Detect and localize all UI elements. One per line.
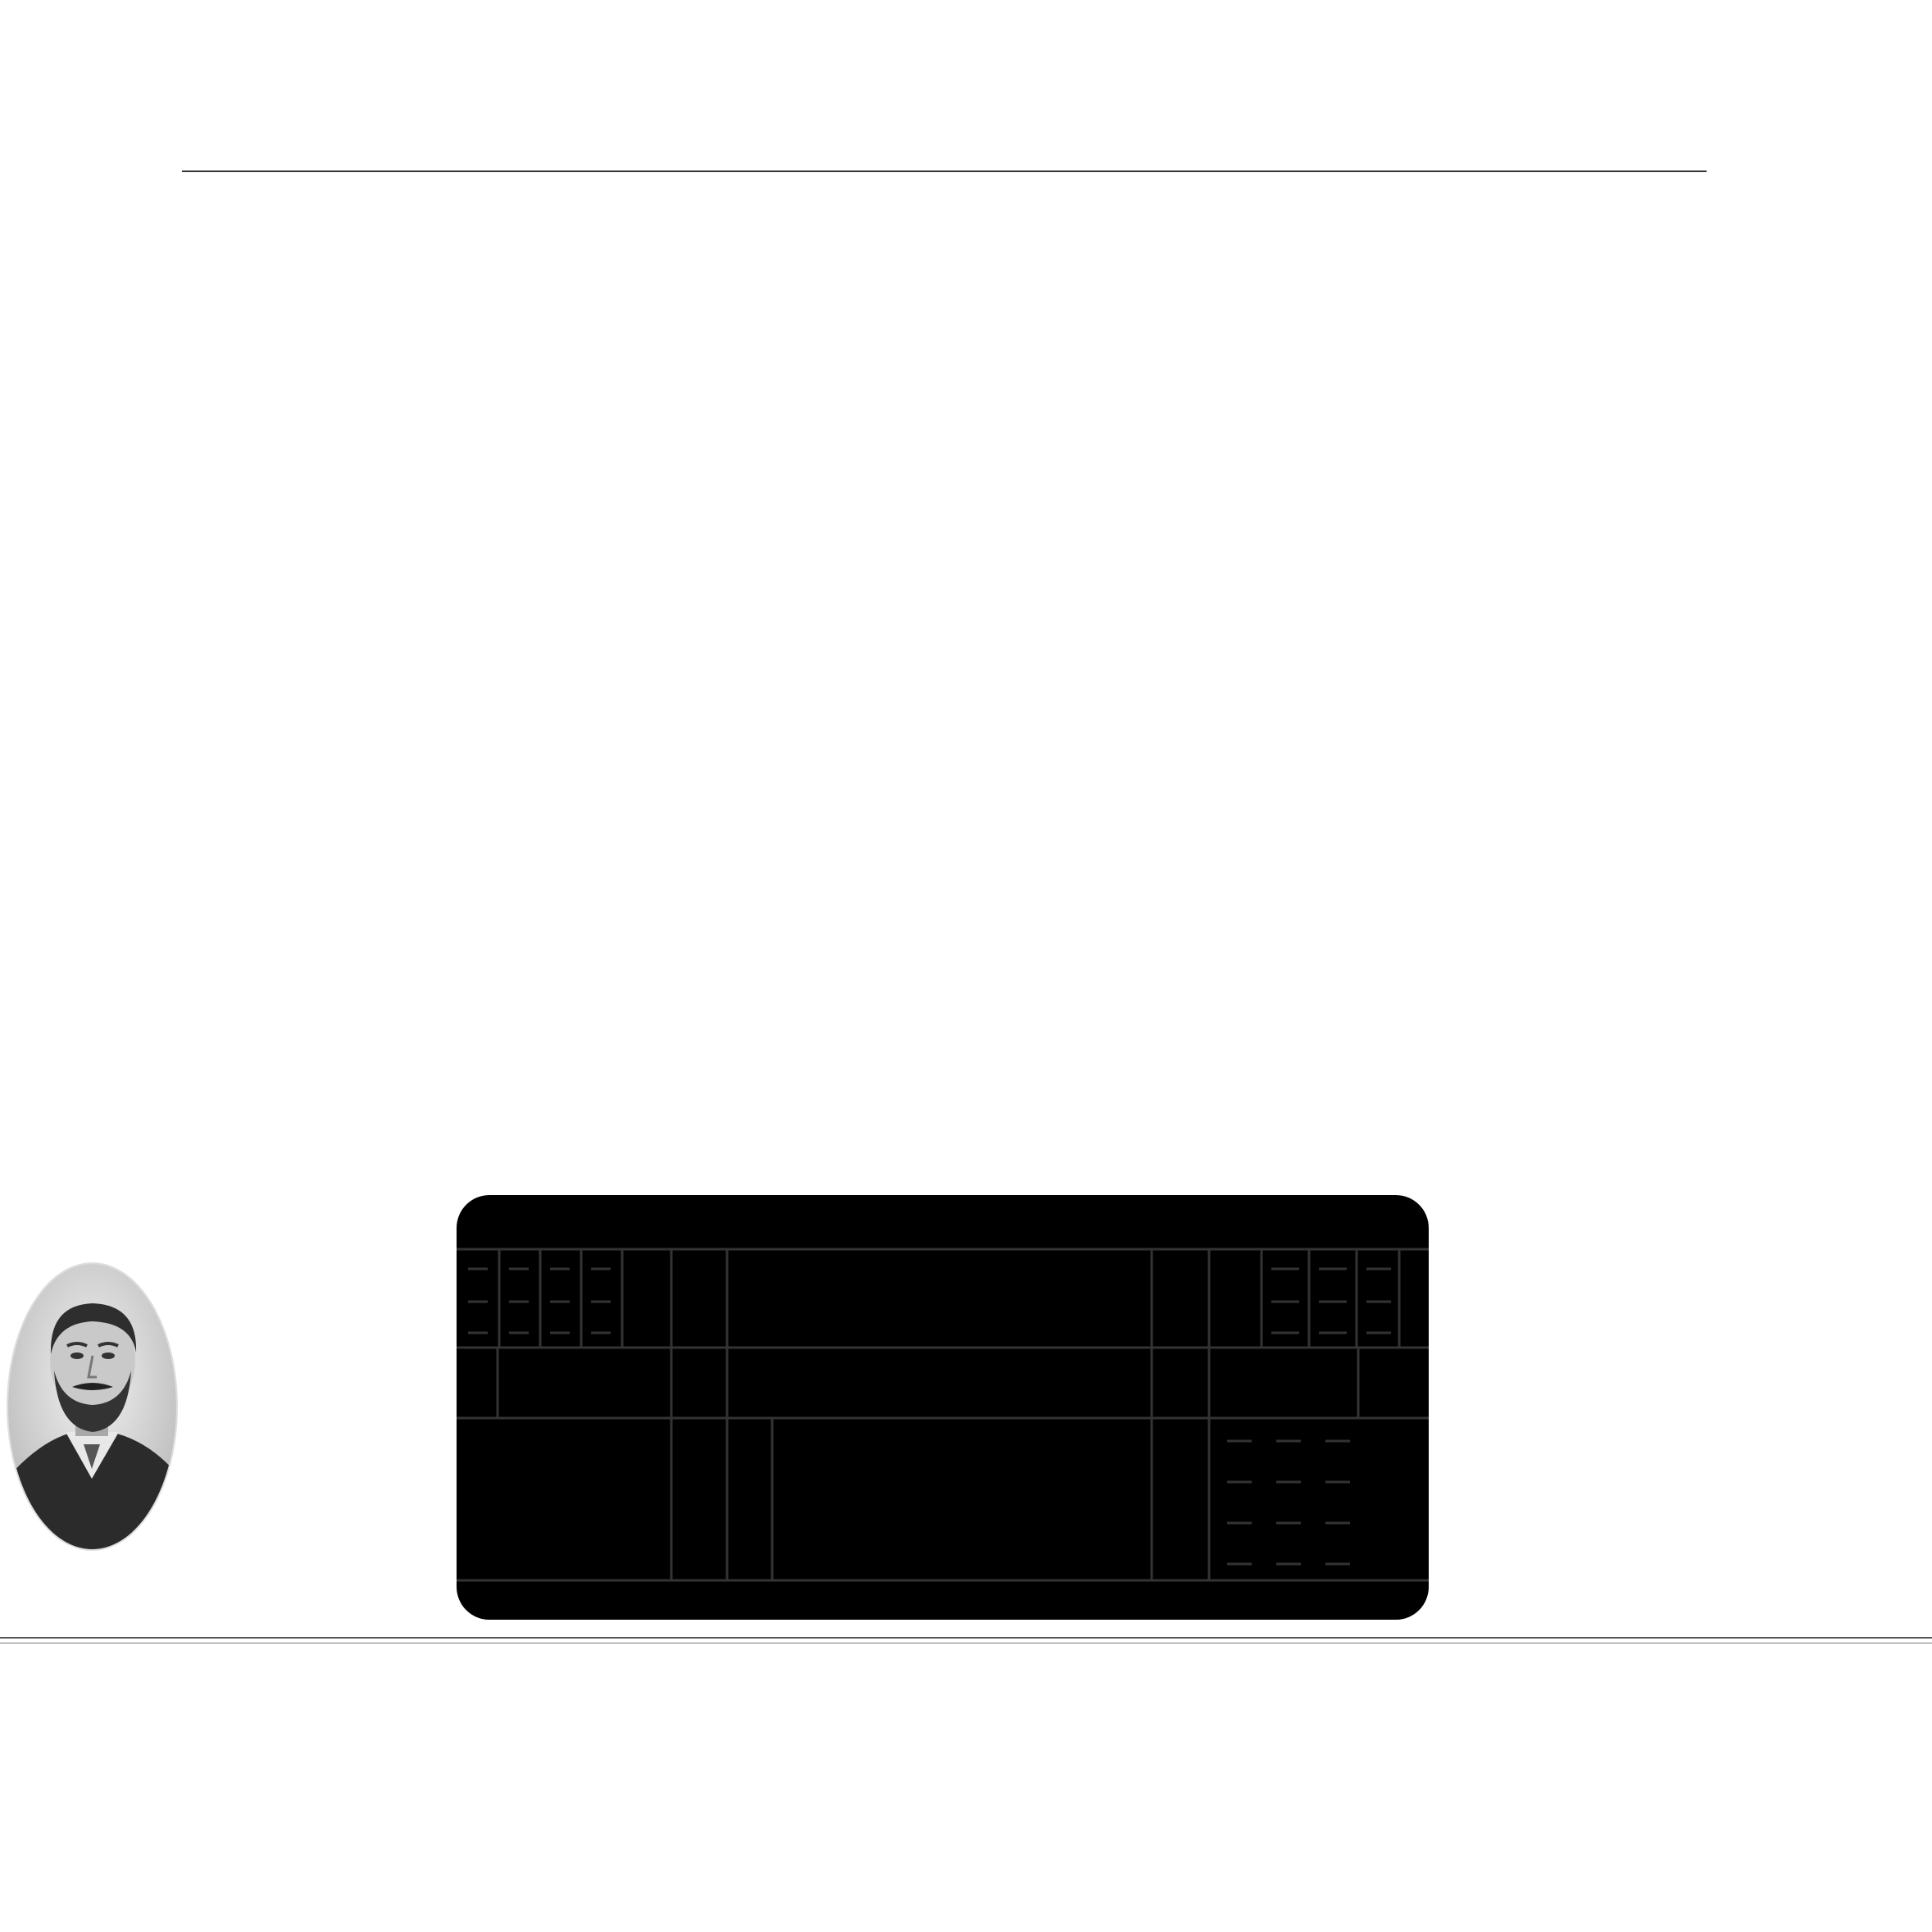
portrait-illustration [8,1264,176,1549]
schedule-grid-lines [457,1195,1429,1620]
header-rule [182,170,1707,172]
portrait-image [7,1262,178,1551]
train-schedule-image [457,1195,1429,1620]
footer-rule [0,1637,1932,1639]
